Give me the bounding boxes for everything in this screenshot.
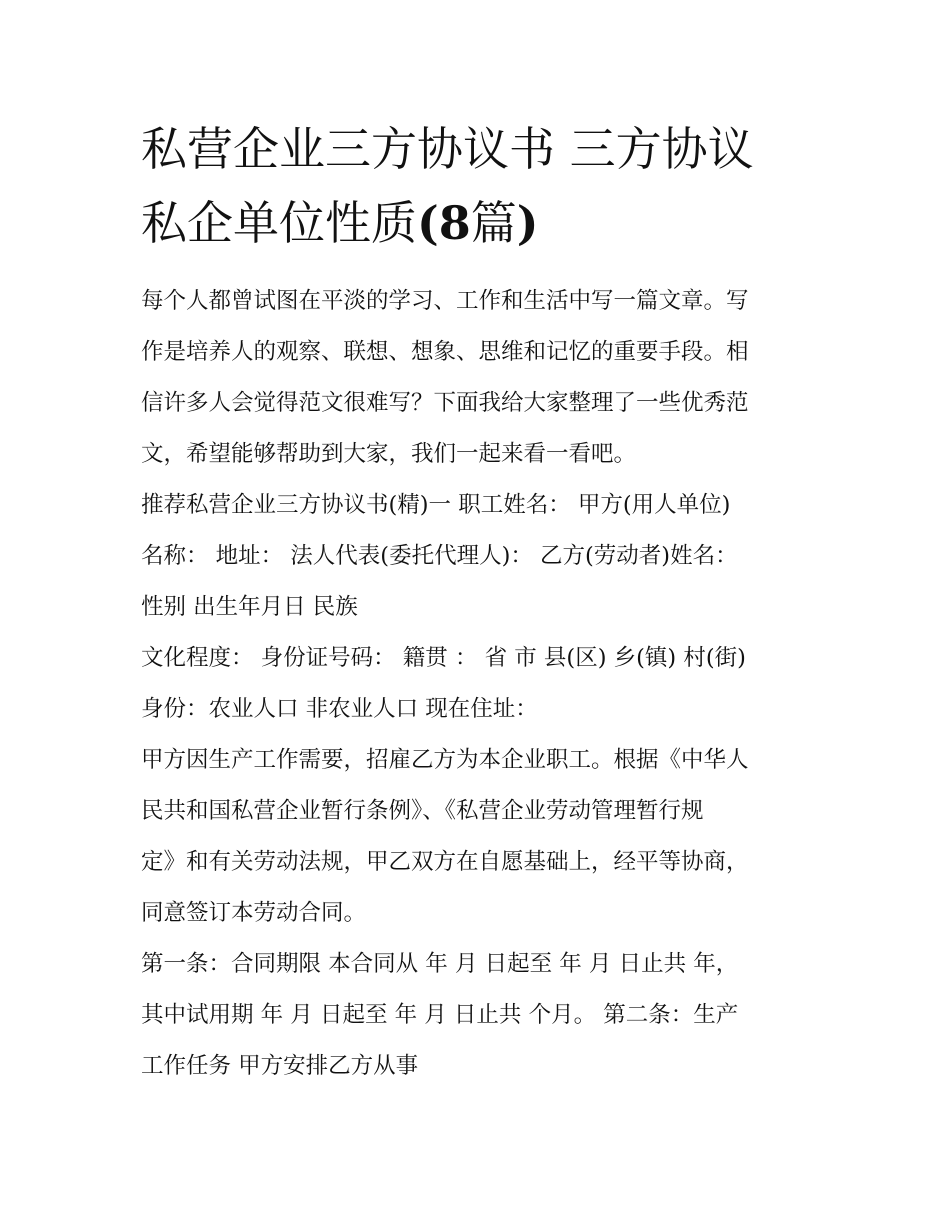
- body-line: 第一条：合同期限 本合同从 年 月 日起至 年 月 日止共 年，: [141, 951, 739, 977]
- document-body: [141, 276, 821, 1092]
- title-line-1: 私营企业三方协议书 三方协议: [141, 122, 754, 176]
- body-line: 推荐私营企业三方协议书(精)一 职工姓名： 甲方(用人单位): [141, 492, 731, 518]
- title-line-2: 私企单位性质(8篇): [141, 196, 539, 250]
- body-line: 性别 出生年月日 民族: [141, 594, 358, 620]
- body-line: 名称： 地址： 法人代表(委托代理人)： 乙方(劳动者)姓名：: [141, 543, 738, 569]
- body-line: 民共和国私营企业暂行条例》、《私营企业劳动管理暂行规: [141, 798, 704, 824]
- body-line: 定》和有关劳动法规，甲乙双方在自愿基础上，经平等协商，: [141, 849, 749, 875]
- body-line: 信许多人会觉得范文很难写？下面我给大家整理了一些优秀范: [141, 390, 749, 416]
- body-line: 工作任务 甲方安排乙方从事: [141, 1053, 419, 1079]
- body-line: 每个人都曾试图在平淡的学习、工作和生活中写一篇文章。写: [141, 288, 749, 314]
- body-line: 身份：农业人口 非农业人口 现在住址：: [141, 696, 538, 722]
- body-line: 文，希望能够帮助到大家，我们一起来看一看吧。: [141, 441, 637, 467]
- body-line: 甲方因生产工作需要，招雇乙方为本企业职工。根据《中华人: [141, 747, 749, 773]
- document-title: [141, 112, 821, 260]
- body-line: 同意签订本劳动合同。: [141, 900, 367, 926]
- body-line: 文化程度： 身份证号码： 籍贯 ： 省 市 县(区) 乡(镇) 村(街): [141, 645, 746, 671]
- body-line: 其中试用期 年 月 日起至 年 月 日止共 个月。 第二条：生产: [141, 1002, 739, 1028]
- body-line: 作是培养人的观察、联想、想象、思维和记忆的重要手段。相: [141, 339, 749, 365]
